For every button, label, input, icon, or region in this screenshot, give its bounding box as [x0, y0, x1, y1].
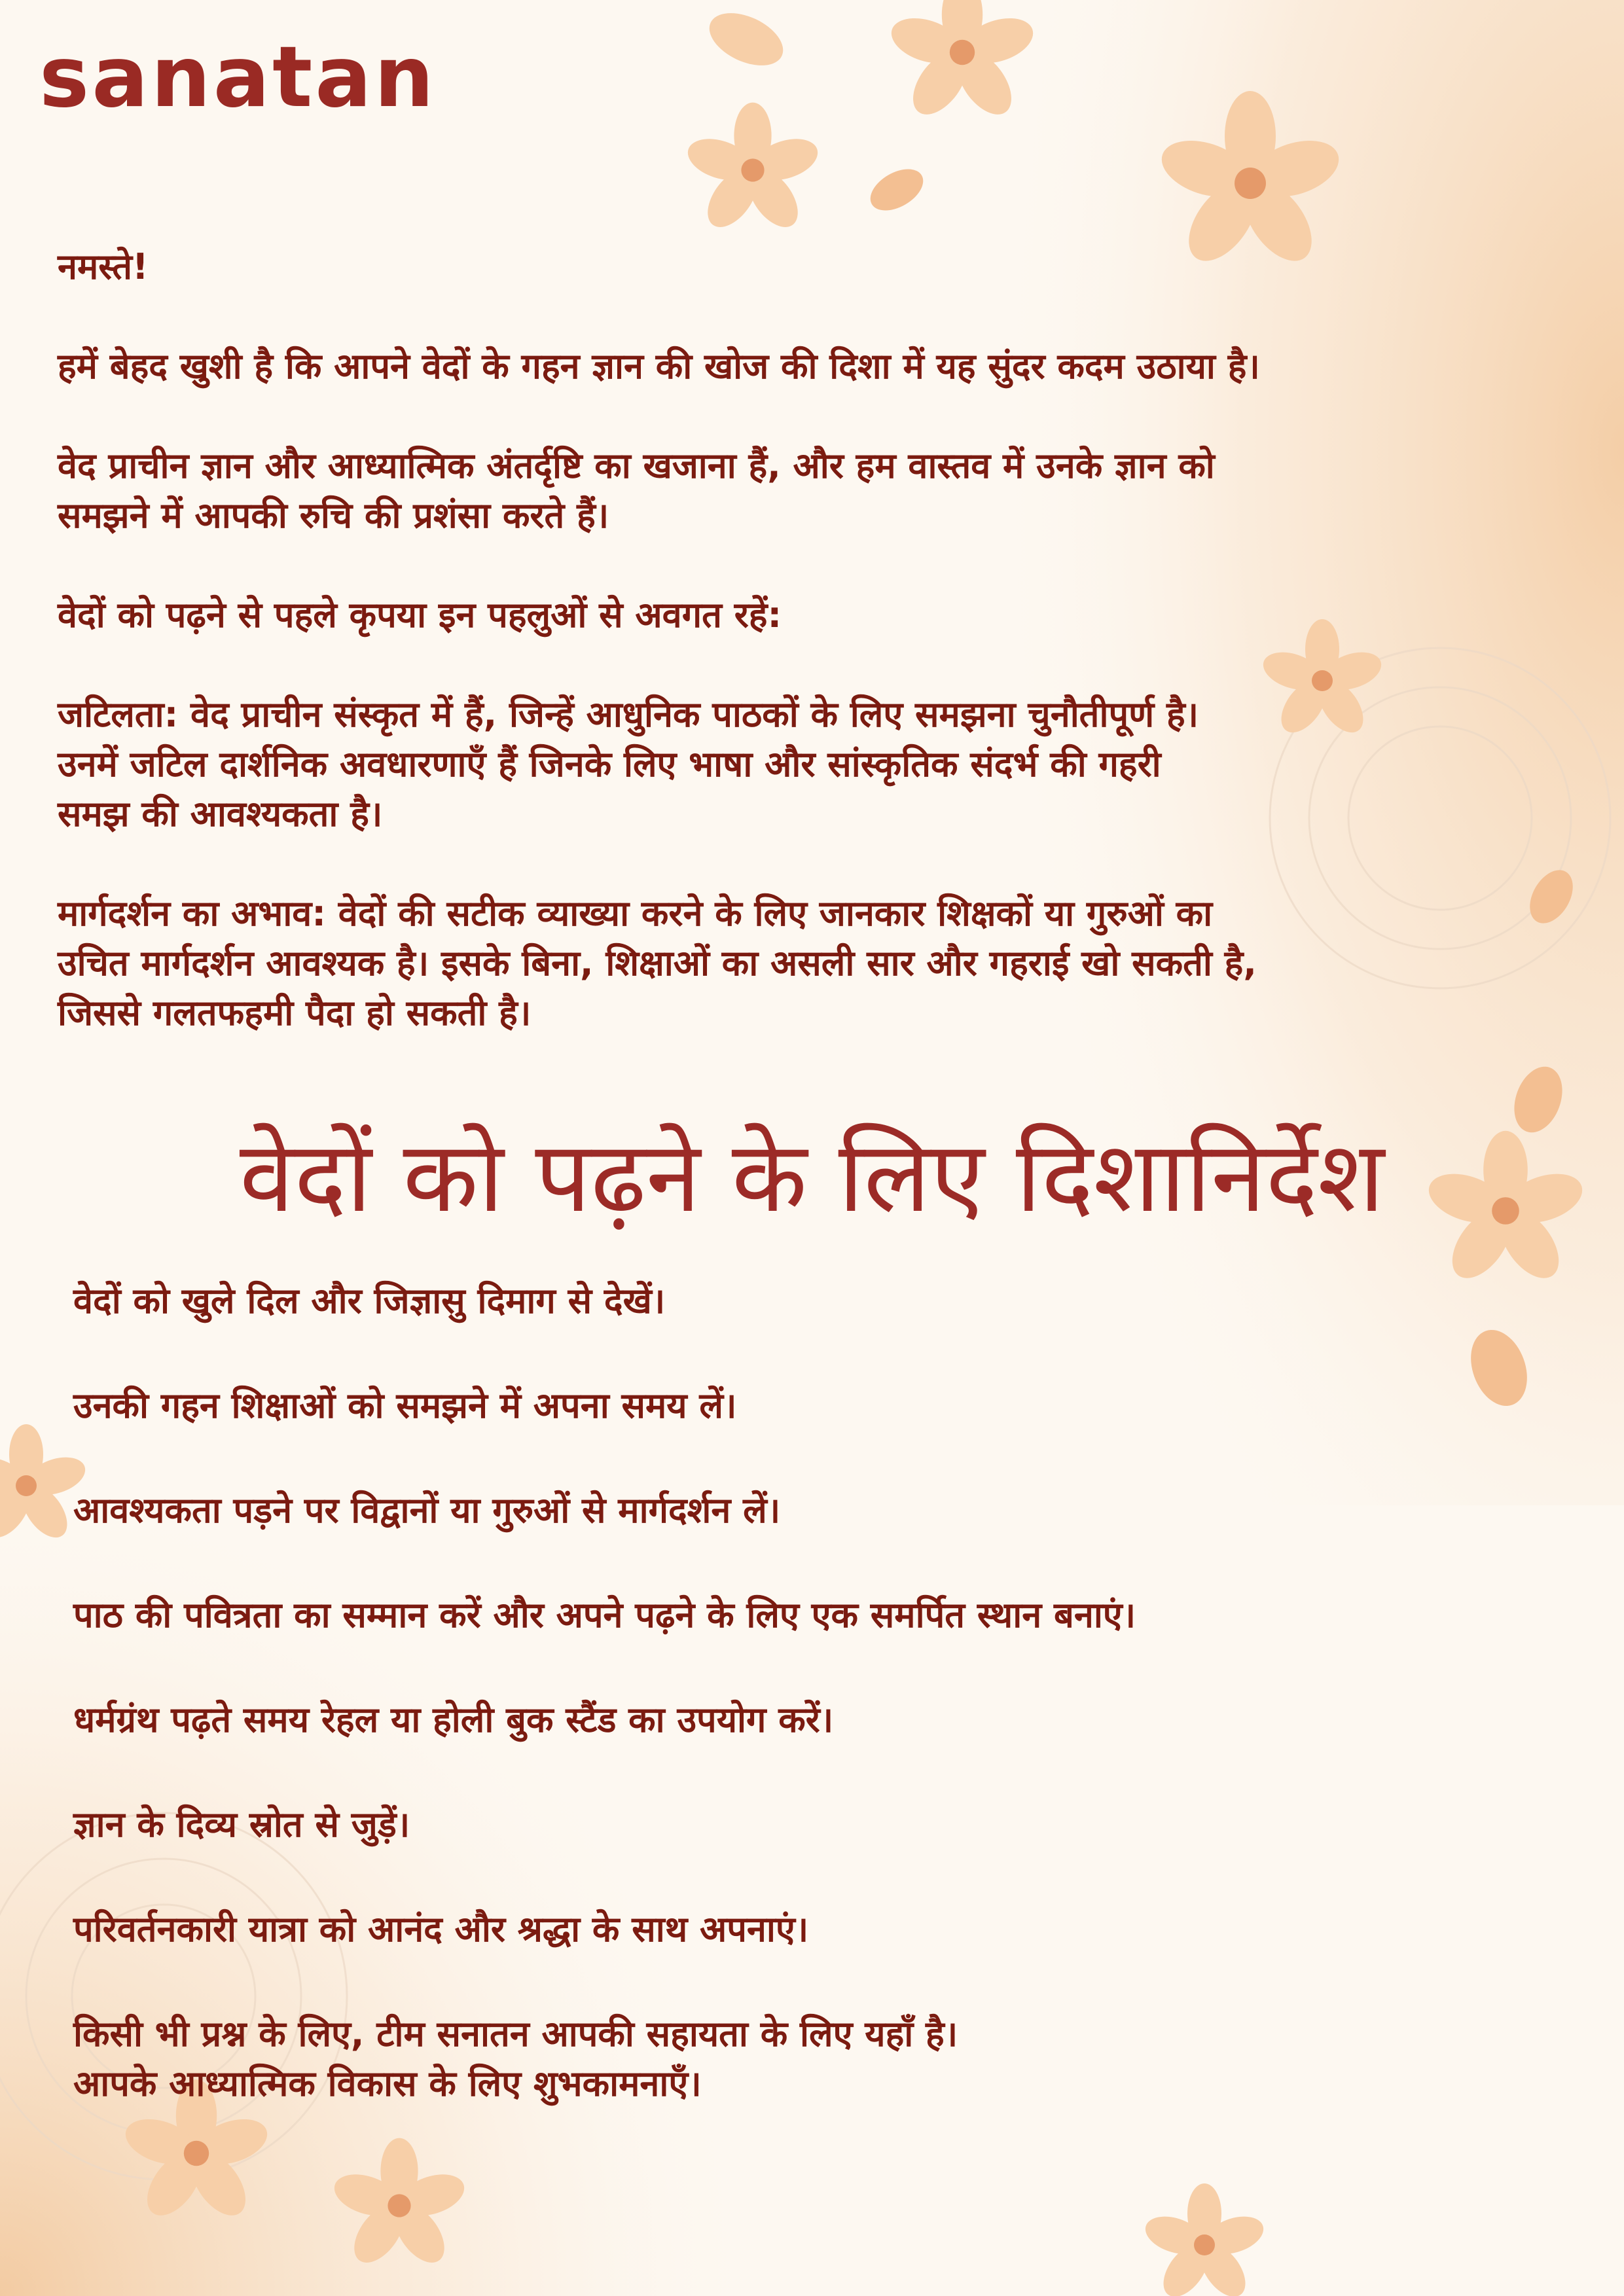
- complexity-paragraph: [58, 690, 1550, 839]
- closing-message: [73, 2009, 1566, 2109]
- greeting: नमस्ते!: [58, 246, 149, 287]
- text-line: जटिलता: वेद प्राचीन संस्कृत में हैं, जिन्हें आधुनिक पाठकों के लिए समझना चुनौतीपूर्ण है।: [58, 694, 1199, 735]
- text-line: वेद प्राचीन ज्ञान और आध्यात्मिक अंतर्दृष्टि का खजाना हैं, और हम वास्तव में उनके ज्ञान को: [58, 445, 1215, 486]
- guidance-paragraph: [58, 889, 1550, 1038]
- text-line: मार्गदर्शन का अभाव: वेदों की सटीक व्याख्या करने के लिए जानकार शिक्षकों या गुरुओं का: [58, 893, 1213, 934]
- text-line: समझने में आपकी रुचि की प्रशंसा करते हैं।: [58, 495, 609, 536]
- text-line: किसी भी प्रश्न के लिए, टीम सनातन आपकी सहायता के लिए यहाँ है।: [73, 2013, 958, 2054]
- guidelines-list: [73, 1276, 1566, 2109]
- guideline-item: धर्मग्रंथ पढ़ते समय रेहल या होली बुक स्टैंड का उपयोग करें।: [73, 1699, 834, 1740]
- guideline-item: परिवर्तनकारी यात्रा को आनंद और श्रद्धा के साथ अपनाएं।: [73, 1909, 809, 1950]
- intro-paragraph-3: वेदों को पढ़ने से पहले कृपया इन पहलुओं से अवगत रहें:: [58, 594, 782, 636]
- text-line: उनमें जटिल दार्शनिक अवधारणाएँ हैं जिनके लिए भाषा और सांस्कृतिक संदर्भ की गहरी: [58, 744, 1161, 785]
- guideline-item: वेदों को खुले दिल और जिज्ञासु दिमाग से देखें।: [73, 1280, 666, 1321]
- guideline-item: उनकी गहन शिक्षाओं को समझने में अपना समय लें।: [73, 1385, 737, 1426]
- intro-letter: [58, 242, 1550, 1088]
- brand-logo: sanatan: [39, 29, 437, 126]
- intro-paragraph-1: हमें बेहद खुशी है कि आपने वेदों के गहन ज्ञान की खोज की दिशा में यह सुंदर कदम उठाया है।: [58, 346, 1260, 387]
- text-line: जिससे गलतफहमी पैदा हो सकती है।: [58, 992, 532, 1033]
- guideline-item: ज्ञान के दिव्य स्रोत से जुड़ें।: [73, 1804, 410, 1845]
- text-line: आपके आध्यात्मिक विकास के लिए शुभकामनाएँ।: [73, 2063, 702, 2104]
- guidelines-heading: वेदों को पढ़ने के लिए दिशानिर्देश: [239, 1121, 1385, 1234]
- guideline-item: आवश्यकता पड़ने पर विद्वानों या गुरुओं से मार्गदर्शन लें।: [73, 1490, 781, 1531]
- intro-paragraph-2: [58, 441, 1550, 541]
- text-line: समझ की आवश्यकता है।: [58, 793, 383, 834]
- text-line: उचित मार्गदर्शन आवश्यक है। इसके बिना, शिक्षाओं का असली सार और गहराई खो सकती है,: [58, 942, 1257, 984]
- guideline-item: पाठ की पवित्रता का सम्मान करें और अपने पढ़ने के लिए एक समर्पित स्थान बनाएं।: [73, 1594, 1136, 1636]
